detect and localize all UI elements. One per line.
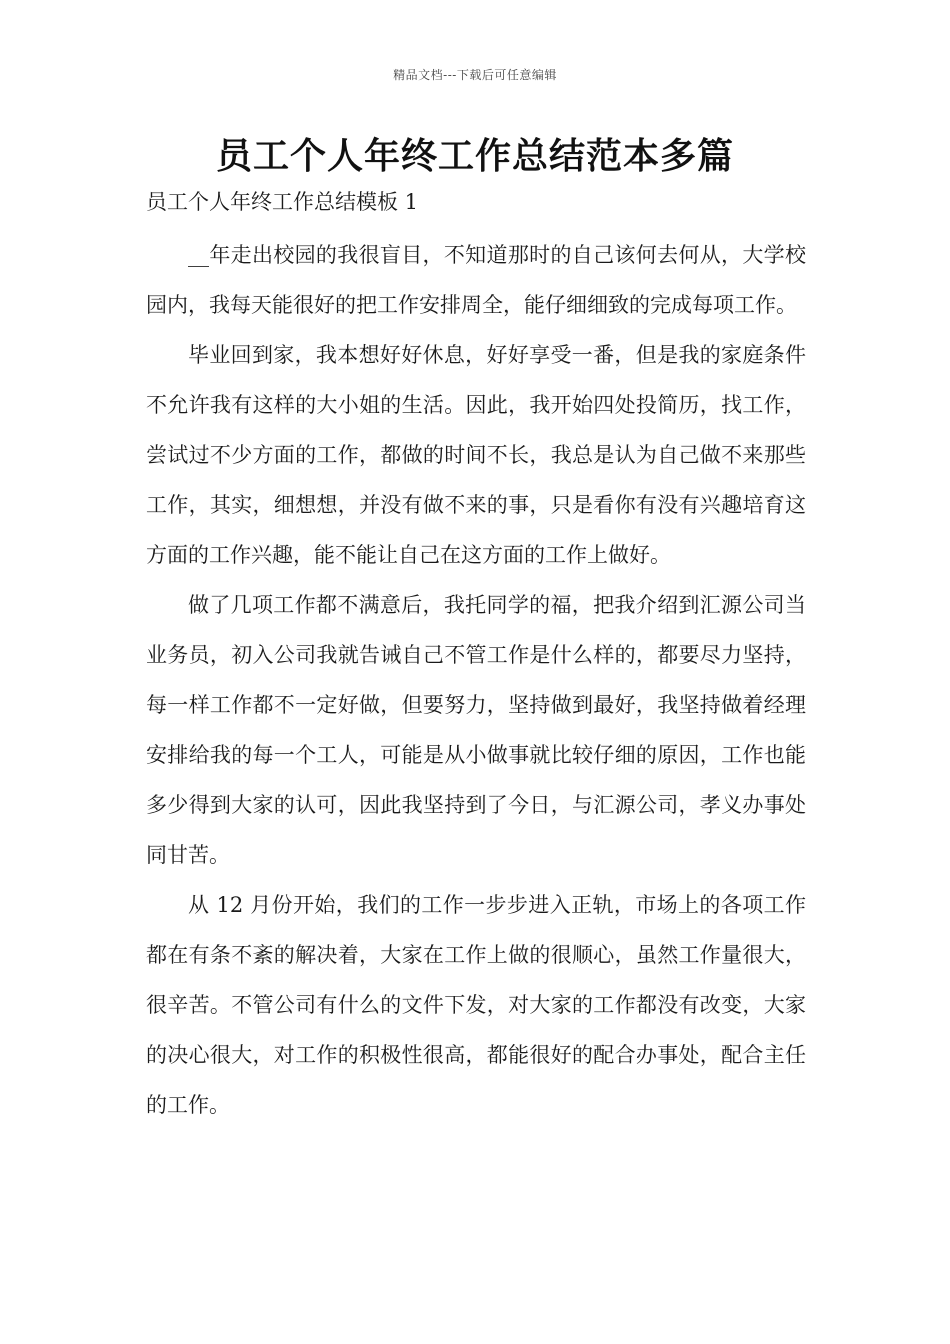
paragraph: __年走出校园的我很盲目，不知道那时的自己该何去何从，大学校园内，我每天能很好的把工作安排周全，能仔细细致的完成每项工作。 (146, 243, 806, 317)
document-title: 员工个人年终工作总结范本多篇 (215, 135, 734, 177)
section-subtitle: 员工个人年终工作总结模板 1 (146, 190, 419, 214)
paragraph: 毕业回到家，我本想好好休息，好好享受一番，但是我的家庭条件不允许我有这样的大小姐的生活。因此，我开始四处投简历，找工作，尝试过不少方面的工作，都做的时间不长，我总是认为自己做不来那些工作，其实，细想想，并没有做不来的事，只是看你有没有兴趣培育这方面的工作兴趣，能不能让自己在这方面的工作上做好。 (146, 343, 806, 567)
paragraph: 做了几项工作都不满意后，我托同学的福，把我介绍到汇源公司当业务员，初入公司我就告诫自己不管工作是什么样的，都要尽力坚持，每一样工作都不一定好做，但要努力，坚持做到最好，我坚持做着经理安排给我的每一个工人，可能是从小做事就比较仔细的原因，工作也能多少得到大家的认可，因此我坚持到了今日，与汇源公司，孝义办事处同甘苦。 (146, 593, 806, 867)
paragraph: 从 12 月份开始，我们的工作一步步进入正轨，市场上的各项工作都在有条不紊的解决着，大家在工作上做的很顺心，虽然工作量很大，很辛苦。不管公司有什么的文件下发，对大家的工作都没有改变，大家的决心很大，对工作的积极性很高，都能很好的配合办事处，配合主任的工作。 (146, 893, 806, 1117)
document-body (146, 230, 806, 1130)
header-note: 精品文档---下载后可任意编辑 (393, 68, 557, 82)
